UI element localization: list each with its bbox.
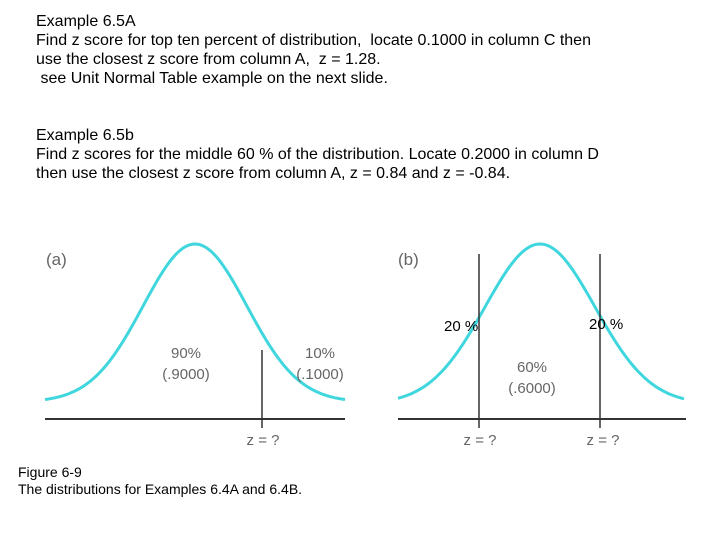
example-6-5b-line-2: then use the closest z score from column A, z = 0.84 and z = -0.84. — [36, 165, 511, 182]
example-6-5b-line-1: Find z scores for the middle 60 % of the distribution. Locate 0.2000 in column D — [36, 146, 599, 163]
panel-b-right-z-label: z = ? — [586, 432, 620, 449]
panel-b-left-z-label: z = ? — [463, 432, 497, 449]
panel-a-left-percent: 90% — [170, 345, 202, 362]
figure-caption-title: Figure 6-9 — [18, 464, 82, 480]
figure-caption-text: The distributions for Examples 6.4A and 6.4B. — [18, 481, 303, 497]
panel-a-label: (a) — [46, 250, 67, 269]
left-tail-annotation-text: 20 % — [444, 318, 479, 335]
example-6-5a-line-2: use the closest z score from column A, z = 1.28. — [36, 51, 381, 68]
panel-a-right-proportion: (.1000) — [296, 366, 344, 383]
figure-caption — [18, 464, 302, 498]
example-6-5a-line-1: Find z score for top ten percent of distribution, locate 0.1000 in column C then — [36, 32, 591, 49]
panel-a-right-percent: 10% — [304, 345, 336, 362]
panel-a-left-proportion: (.9000) — [162, 366, 210, 383]
panel-a-z-label: z = ? — [246, 432, 280, 449]
example-6-5a-line-3: see Unit Normal Table example on the next slide. — [36, 70, 388, 87]
left-tail-annotation — [444, 318, 478, 335]
panel-b-center-proportion: (.6000) — [508, 380, 556, 397]
right-tail-annotation — [589, 316, 623, 333]
right-tail-annotation-text: 20 % — [589, 316, 624, 333]
panel-b-center-percent: 60% — [516, 359, 548, 376]
panel-b-label: (b) — [398, 250, 419, 269]
example-6-5a-title: Example 6.5A — [36, 13, 136, 30]
example-6-5b-title: Example 6.5b — [36, 127, 134, 144]
